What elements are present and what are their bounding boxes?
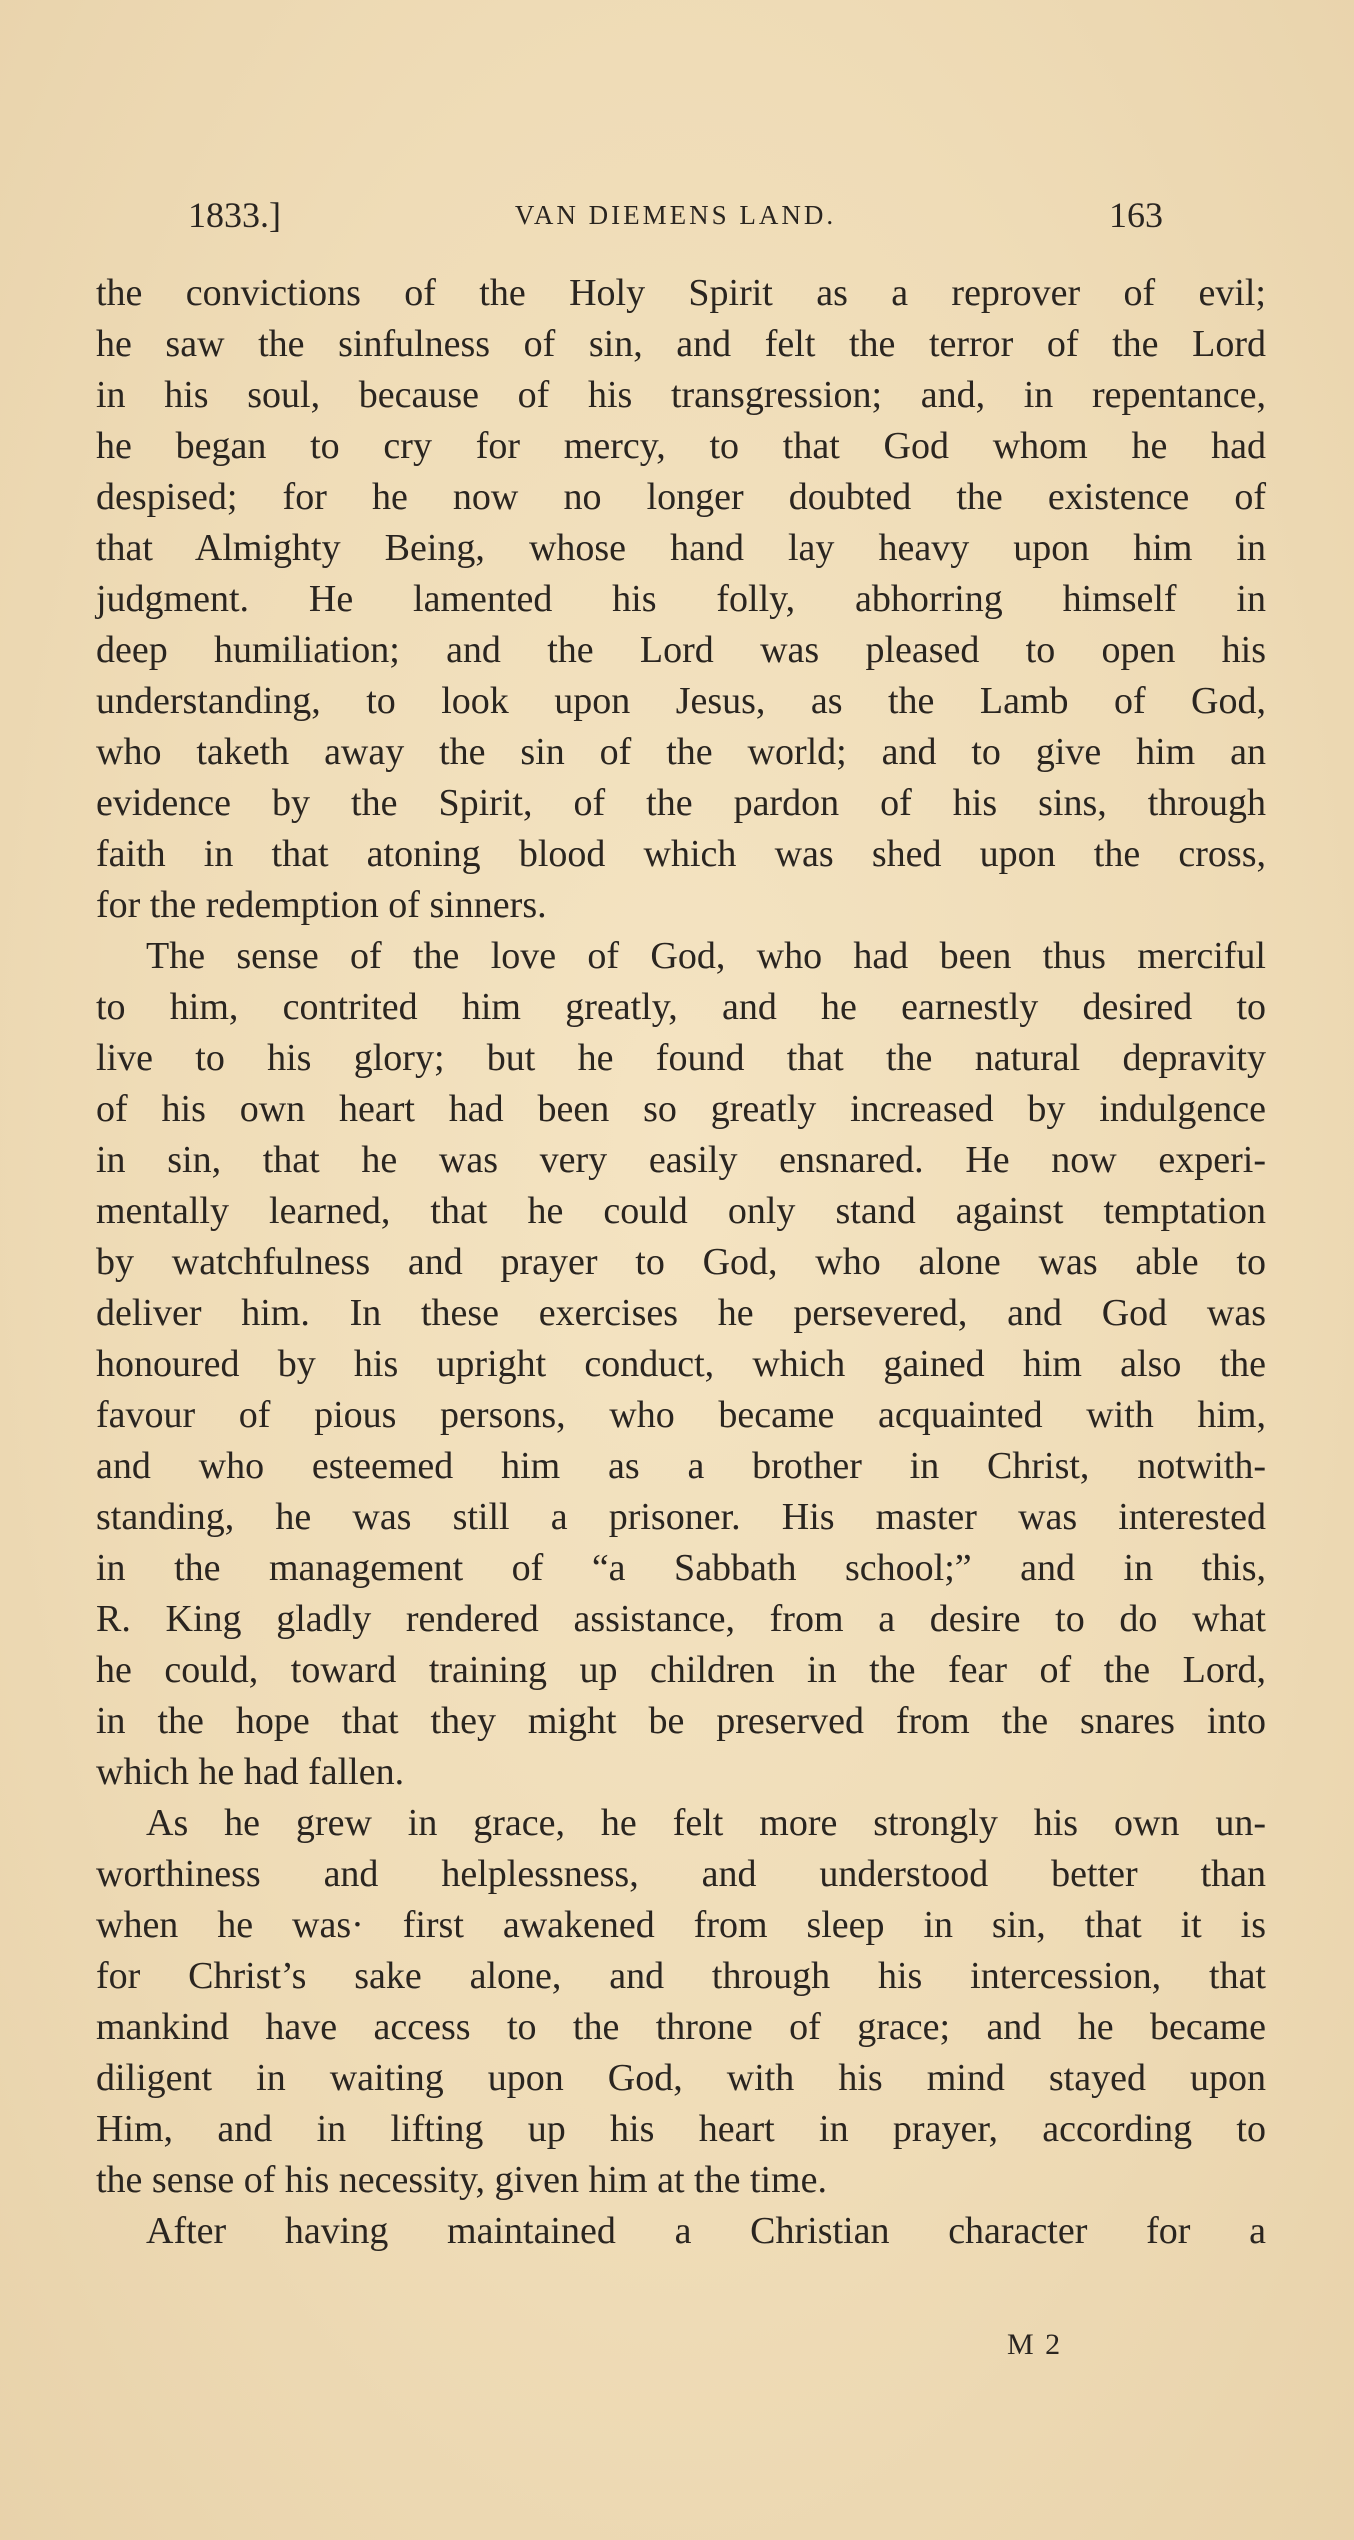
text-line: mankind have access to the throne of grace; and he became [96,2006,1266,2048]
paragraph [96,268,1266,931]
text-line: he began to cry for mercy, to that God whom he had [96,425,1266,467]
text-line: to him, contrited him greatly, and he earnestly desired to [96,986,1266,1028]
body-text [96,268,1266,2257]
text-line: diligent in waiting upon God, with his mind stayed upon [96,2057,1266,2099]
text-line: standing, he was still a prisoner. His master was interested [96,1496,1266,1538]
text-line: by watchfulness and prayer to God, who alone was able to [96,1241,1266,1283]
text-line: faith in that atoning blood which was shed upon the cross, [96,833,1266,875]
text-line: which he had fallen. [96,1751,405,1793]
text-line: of his own heart had been so greatly increased by indulgence [96,1088,1266,1130]
text-line: Him, and in lifting up his heart in prayer, according to [96,2108,1266,2150]
paragraph [96,2206,1266,2257]
text-line: that Almighty Being, whose hand lay heavy upon him in [96,527,1266,569]
text-line: when he was· first awakened from sleep in sin, that it is [96,1904,1266,1946]
text-line: for Christ’s sake alone, and through his intercession, that [96,1955,1266,1997]
text-line: R. King gladly rendered assistance, from a desire to do what [96,1598,1266,1640]
text-line: evidence by the Spirit, of the pardon of his sins, through [96,782,1266,824]
text-line: honoured by his upright conduct, which gained him also the [96,1343,1266,1385]
text-line: in his soul, because of his transgression; and, in repentance, [96,374,1266,416]
text-line: understanding, to look upon Jesus, as the Lamb of God, [96,680,1266,722]
text-line: in the management of “a Sabbath school;” and in this, [96,1547,1266,1589]
text-line: deep humiliation; and the Lord was pleased to open his [96,629,1266,671]
text-line: live to his glory; but he found that the natural depravity [96,1037,1266,1079]
text-line: the sense of his necessity, given him at the time. [96,2159,827,2201]
text-line: he saw the sinfulness of sin, and felt the terror of the Lord [96,323,1266,365]
text-line: worthiness and helplessness, and understood better than [96,1853,1266,1895]
text-line: As he grew in grace, he felt more strongly his own un- [146,1802,1266,1844]
text-line: who taketh away the sin of the world; and to give him an [96,731,1266,773]
text-line: The sense of the love of God, who had been thus merciful [146,935,1266,977]
text-line: for the redemption of sinners. [96,884,547,926]
header-year: 1833.] [188,195,281,235]
text-line: the convictions of the Holy Spirit as a reprover of evil; [96,272,1266,314]
text-line: deliver him. In these exercises he persevered, and God was [96,1292,1266,1334]
running-header [188,190,1163,240]
page-number: 163 [1109,195,1163,235]
text-line: in sin, that he was very easily ensnared. He now experi- [96,1139,1266,1181]
signature-mark: M 2 [1007,2328,1063,2361]
paragraph [96,1798,1266,2206]
text-line: despised; for he now no longer doubted the existence of [96,476,1266,518]
text-line: After having maintained a Christian character for a [146,2210,1266,2252]
paragraph [96,931,1266,1798]
text-line: judgment. He lamented his folly, abhorring himself in [96,578,1266,620]
running-title: VAN DIEMENS LAND. [514,200,837,230]
text-line: in the hope that they might be preserved from the snares into [96,1700,1266,1742]
text-line: he could, toward training up children in the fear of the Lord, [96,1649,1266,1691]
text-line: favour of pious persons, who became acquainted with him, [96,1394,1266,1436]
text-line: mentally learned, that he could only stand against temptation [96,1190,1266,1232]
text-line: and who esteemed him as a brother in Christ, notwith- [96,1445,1266,1487]
